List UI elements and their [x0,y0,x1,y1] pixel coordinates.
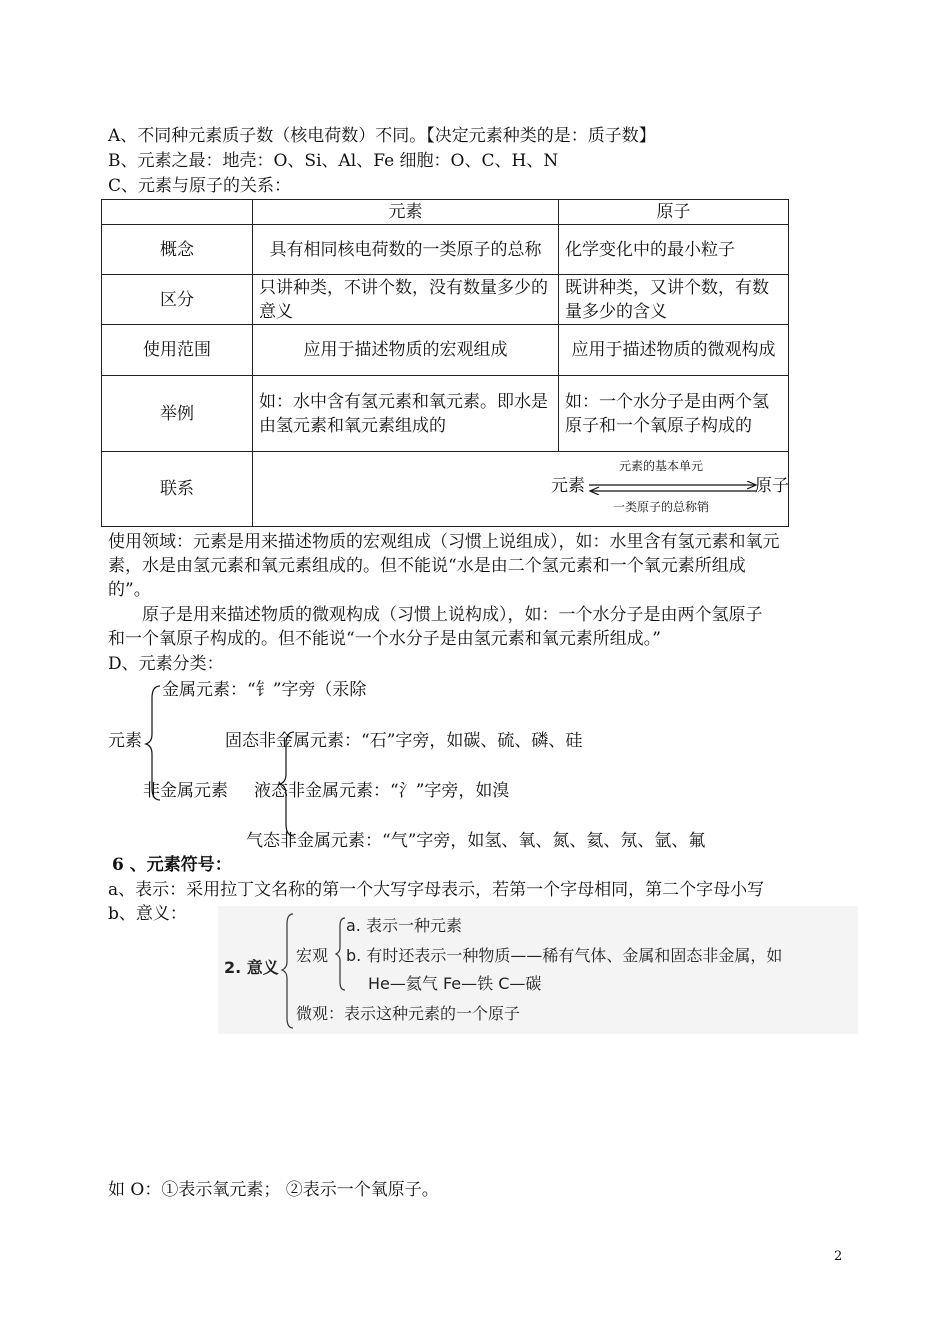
row-label: 使用范围 [102,325,253,376]
usage-line: 素，水是由氢元素和氧元素组成的。但不能说“水是由二个氢元素和一个氧元素所组成 [108,556,746,576]
table-row [102,376,789,452]
row-atom-cell: 应用于描述物质的微观构成 [559,325,789,376]
meaning-figure [218,906,858,1034]
table-header-element: 元素 [253,200,559,225]
nonmetal-label: 非金属元素 [143,781,228,801]
line-b: B、元素之最：地壳：O、Si、Al、Fe 细胞：O、C、H、N [108,151,559,171]
usage-line: 原子是用来描述物质的微观构成（习惯上说构成），如：一个水分子是由两个氢原子 [142,605,763,625]
row-atom-cell: 如：一个水分子是由两个氢原子和一个氧原子构成的 [559,376,789,452]
liquid-nonmetal: 液态非金属元素：“氵”字旁，如溴 [254,781,510,801]
row-element-cell: 只讲种类，不讲个数，没有数量多少的意义 [253,275,559,325]
macro-a: a. 表示一种元素 [346,916,462,935]
table-row [102,452,789,527]
relation-left-label: 元素 [551,476,585,496]
solid-nonmetal: 固态非金属元素：“石”字旁，如碳、硫、磷、硅 [225,731,583,751]
page-number: 2 [834,1249,843,1264]
usage-line: 和一个氧原子构成的。但不能说“一个水分子是由氢元素和氧元素所组成。” [108,629,661,649]
macro-label: 宏观 [296,946,329,965]
symbol-heading: 6 、元素符号： [112,855,232,875]
row-label: 举例 [102,376,253,452]
meaning-title: 2. 意义 [224,958,279,977]
micro-label: 微观：表示这种元素的一个原子 [296,1004,521,1023]
row-element-cell: 应用于描述物质的宏观组成 [253,325,559,376]
gas-nonmetal: 气态非金属元素：“气”字旁，如氢、氧、氮、氦、氖、氩、氟 [246,831,706,851]
brace-icon [280,912,296,1030]
classify-root: 元素 [108,731,142,751]
relation-cell [253,452,789,527]
relation-right-label: 原子 [755,476,789,496]
table-header-row [102,200,789,225]
table-row [102,325,789,376]
row-element-cell: 具有相同核电荷数的一类原子的总称 [253,225,559,275]
line-c: C、元素与原子的关系： [108,176,292,196]
symbol-a: a、表示：采用拉丁文名称的第一个大写字母表示，若第一个字母相同，第二个字母小写 [108,880,765,900]
table-row [102,225,789,275]
symbol-b: b、意义： [108,904,187,924]
usage-line: 的”。 [108,580,151,600]
classify-heading: D、元素分类： [108,654,224,674]
table-header-atom: 原子 [559,200,789,225]
usage-line: 使用领域：元素是用来描述物质的宏观组成（习惯上说组成），如：水里含有氢元素和氧元 [108,532,780,552]
line-a: A、不同种元素质子数（核电荷数）不同。【决定元素种类的是：质子数】 [108,126,656,146]
relation-top-label: 元素的基本单元 [619,459,704,473]
table-row [102,275,789,325]
row-atom-cell: 既讲种类，又讲个数，有数量多少的含义 [559,275,789,325]
row-label: 区分 [102,275,253,325]
row-label: 概念 [102,225,253,275]
row-label: 联系 [102,452,253,527]
macro-examples: He—氦气 Fe—铁 C—碳 [368,974,542,993]
relation-bottom-label: 一类原子的总称销 [613,500,710,514]
element-atom-table [101,199,789,527]
table-header-blank [102,200,253,225]
macro-b: b. 有时还表示一种物质——稀有气体、金属和固态非金属，如 [346,946,783,965]
row-atom-cell: 化学变化中的最小粒子 [559,225,789,275]
metal-label: 金属元素：“钅”字旁（汞除 [162,680,367,700]
row-element-cell: 如：水中含有氢元素和氧元素。即水是由氢元素和氧元素组成的 [253,376,559,452]
double-arrow-icon [587,481,759,495]
example-line: 如 O：①表示氧元素； ②表示一个氧原子。 [108,1180,439,1200]
